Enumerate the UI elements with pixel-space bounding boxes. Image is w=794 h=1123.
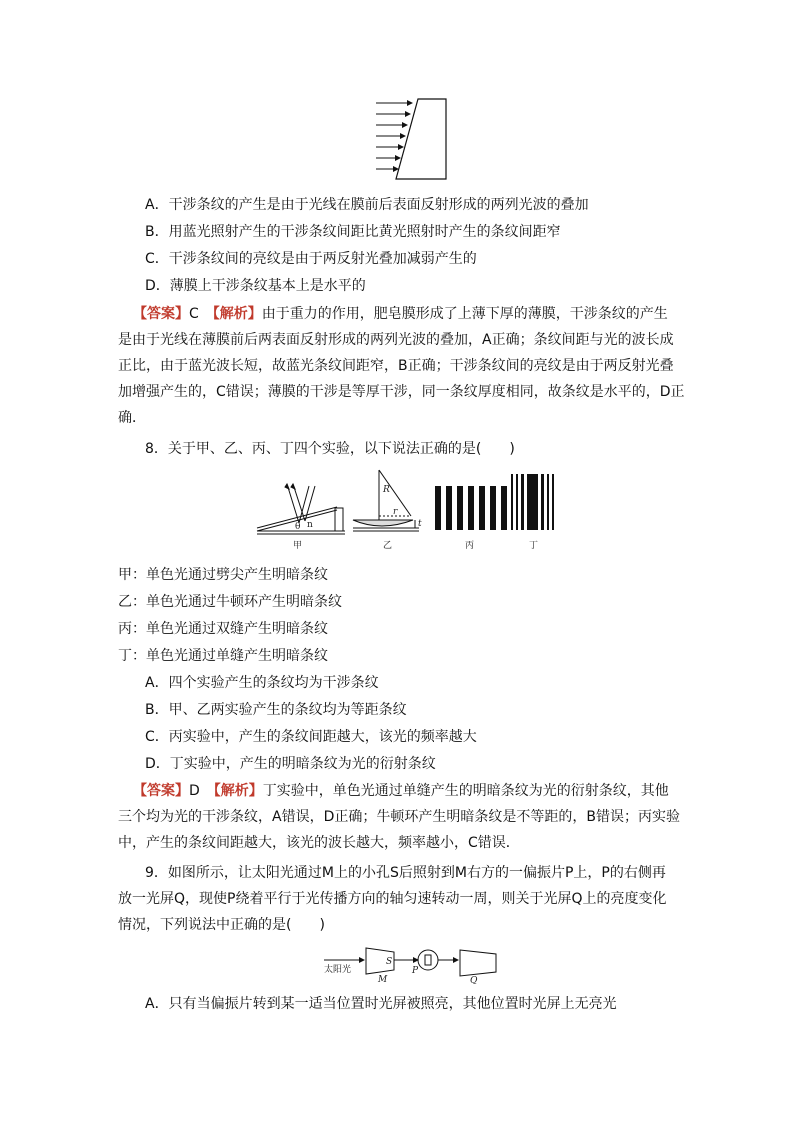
answer-tag: 【答案】 [133,306,189,322]
P-label: P [412,966,419,976]
q7-analysis-1: 是由于光线在薄膜前后两表面反射形成的两列光波的叠加，A正确；条纹间距与光的波长成 [118,332,674,348]
q7-option-d: D．薄膜上干涉条纹基本上是水平的 [145,278,366,294]
q8-option-b: B．甲、乙两实验产生的条纹均为等距条纹 [145,702,407,718]
q7-option-b: B．用蓝光照射产生的干涉条纹间距比黄光照射时产生的条纹间距窄 [145,224,561,240]
label-ding: 丁 [529,541,539,551]
q8-analysis-1: 三个均为光的干涉条纹，A错误，D正确；牛顿环产生明暗条纹是不等距的，B错误；丙实验 [118,809,680,825]
q7-option-a: A．干涉条纹的产生是由于光线在膜前后表面反射形成的两列光波的叠加 [145,197,589,213]
q9-stem-0: 9．如图所示，让太阳光通过M上的小孔S后照射到M右方的一偏振片P上，P的右侧再 [145,865,666,881]
newton-ring-experiment [353,470,419,531]
q8-analysis-2: 中，产生的条纹间距越大，该光的波长越大，频率越小，C错误． [118,835,520,851]
film-wedge-figure [368,95,450,185]
single-slit-fringes [511,474,554,530]
q8-desc-jia: 甲：单色光通过劈尖产生明暗条纹 [118,567,328,583]
Q-label: Q [470,976,478,984]
q8-desc-bing: 丙：单色光通过双缝产生明暗条纹 [118,621,328,637]
double-slit-fringes [435,486,507,530]
q8-option-c: C．丙实验中，产生的条纹间距越大，该光的频率越大 [145,729,477,745]
r-label: r [393,507,398,517]
q7-answer-line [133,305,668,323]
S-label: S [386,957,393,967]
q8-desc-ding: 丁：单色光通过单缝产生明暗条纹 [118,648,328,664]
label-bing: 丙 [465,541,475,551]
theta-label: θ [295,522,301,532]
q7-option-c: C．干涉条纹间的亮纹是由于两反射光叠加减弱产生的 [145,251,477,267]
n-label: n [307,520,313,530]
q7-analysis-3: 加增强产生的，C错误；薄膜的干涉是等厚干涉，同一条纹厚度相同，故条纹是水平的，D正 [118,384,685,400]
analysis-tag: 【解析】 [213,783,263,799]
q8-analysis-0: 丁实验中，单色光通过单缝产生的明暗条纹为光的衍射条纹，其他 [262,783,669,799]
q9-stem-2: 情况，下列说法中正确的是( ) [118,917,325,933]
q8-answer: D [189,783,200,799]
M-label: M [378,975,388,984]
label-yi: 乙 [383,541,393,551]
q8-option-a: A．四个实验产生的条纹均为干涉条纹 [145,675,379,691]
q8-answer-line [133,782,669,800]
q8-option-d: D．丁实验中，产生的明暗条纹为光的衍射条纹 [145,756,436,772]
sunlight-label: 太阳光 [324,965,352,975]
t-label: t [418,519,422,529]
q7-answer: C [189,306,199,322]
R-label: R [383,485,390,495]
wedge-experiment [257,484,345,534]
q8-desc-yi: 乙：单色光通过牛顿环产生明暗条纹 [118,594,342,610]
q7-analysis-2: 正比，由于蓝光波长短，故蓝光条纹间距窄，B正确；干涉条纹间的亮纹是由于两反射光叠 [118,358,674,374]
q7-analysis-4: 确． [118,410,146,426]
q9-option-a: A．只有当偏振片转到某一适当位置时光屏被照亮，其他位置时光屏上无亮光 [145,996,617,1012]
q8-stem: 8．关于甲、乙、丙、丁四个实验，以下说法正确的是( ) [145,441,515,457]
q9-stem-1: 放一光屏Q，现使P绕着平行于光传播方向的轴匀速转动一周，则关于光屏Q上的亮度变化 [118,891,667,907]
polarizer-figure [322,940,502,984]
analysis-tag: 【解析】 [212,306,262,322]
four-experiments-figure [255,466,555,556]
q7-analysis-0: 由于重力的作用，肥皂膜形成了上薄下厚的薄膜，干涉条纹的产生 [261,306,668,322]
label-jia: 甲 [293,541,303,551]
answer-tag: 【答案】 [133,783,189,799]
